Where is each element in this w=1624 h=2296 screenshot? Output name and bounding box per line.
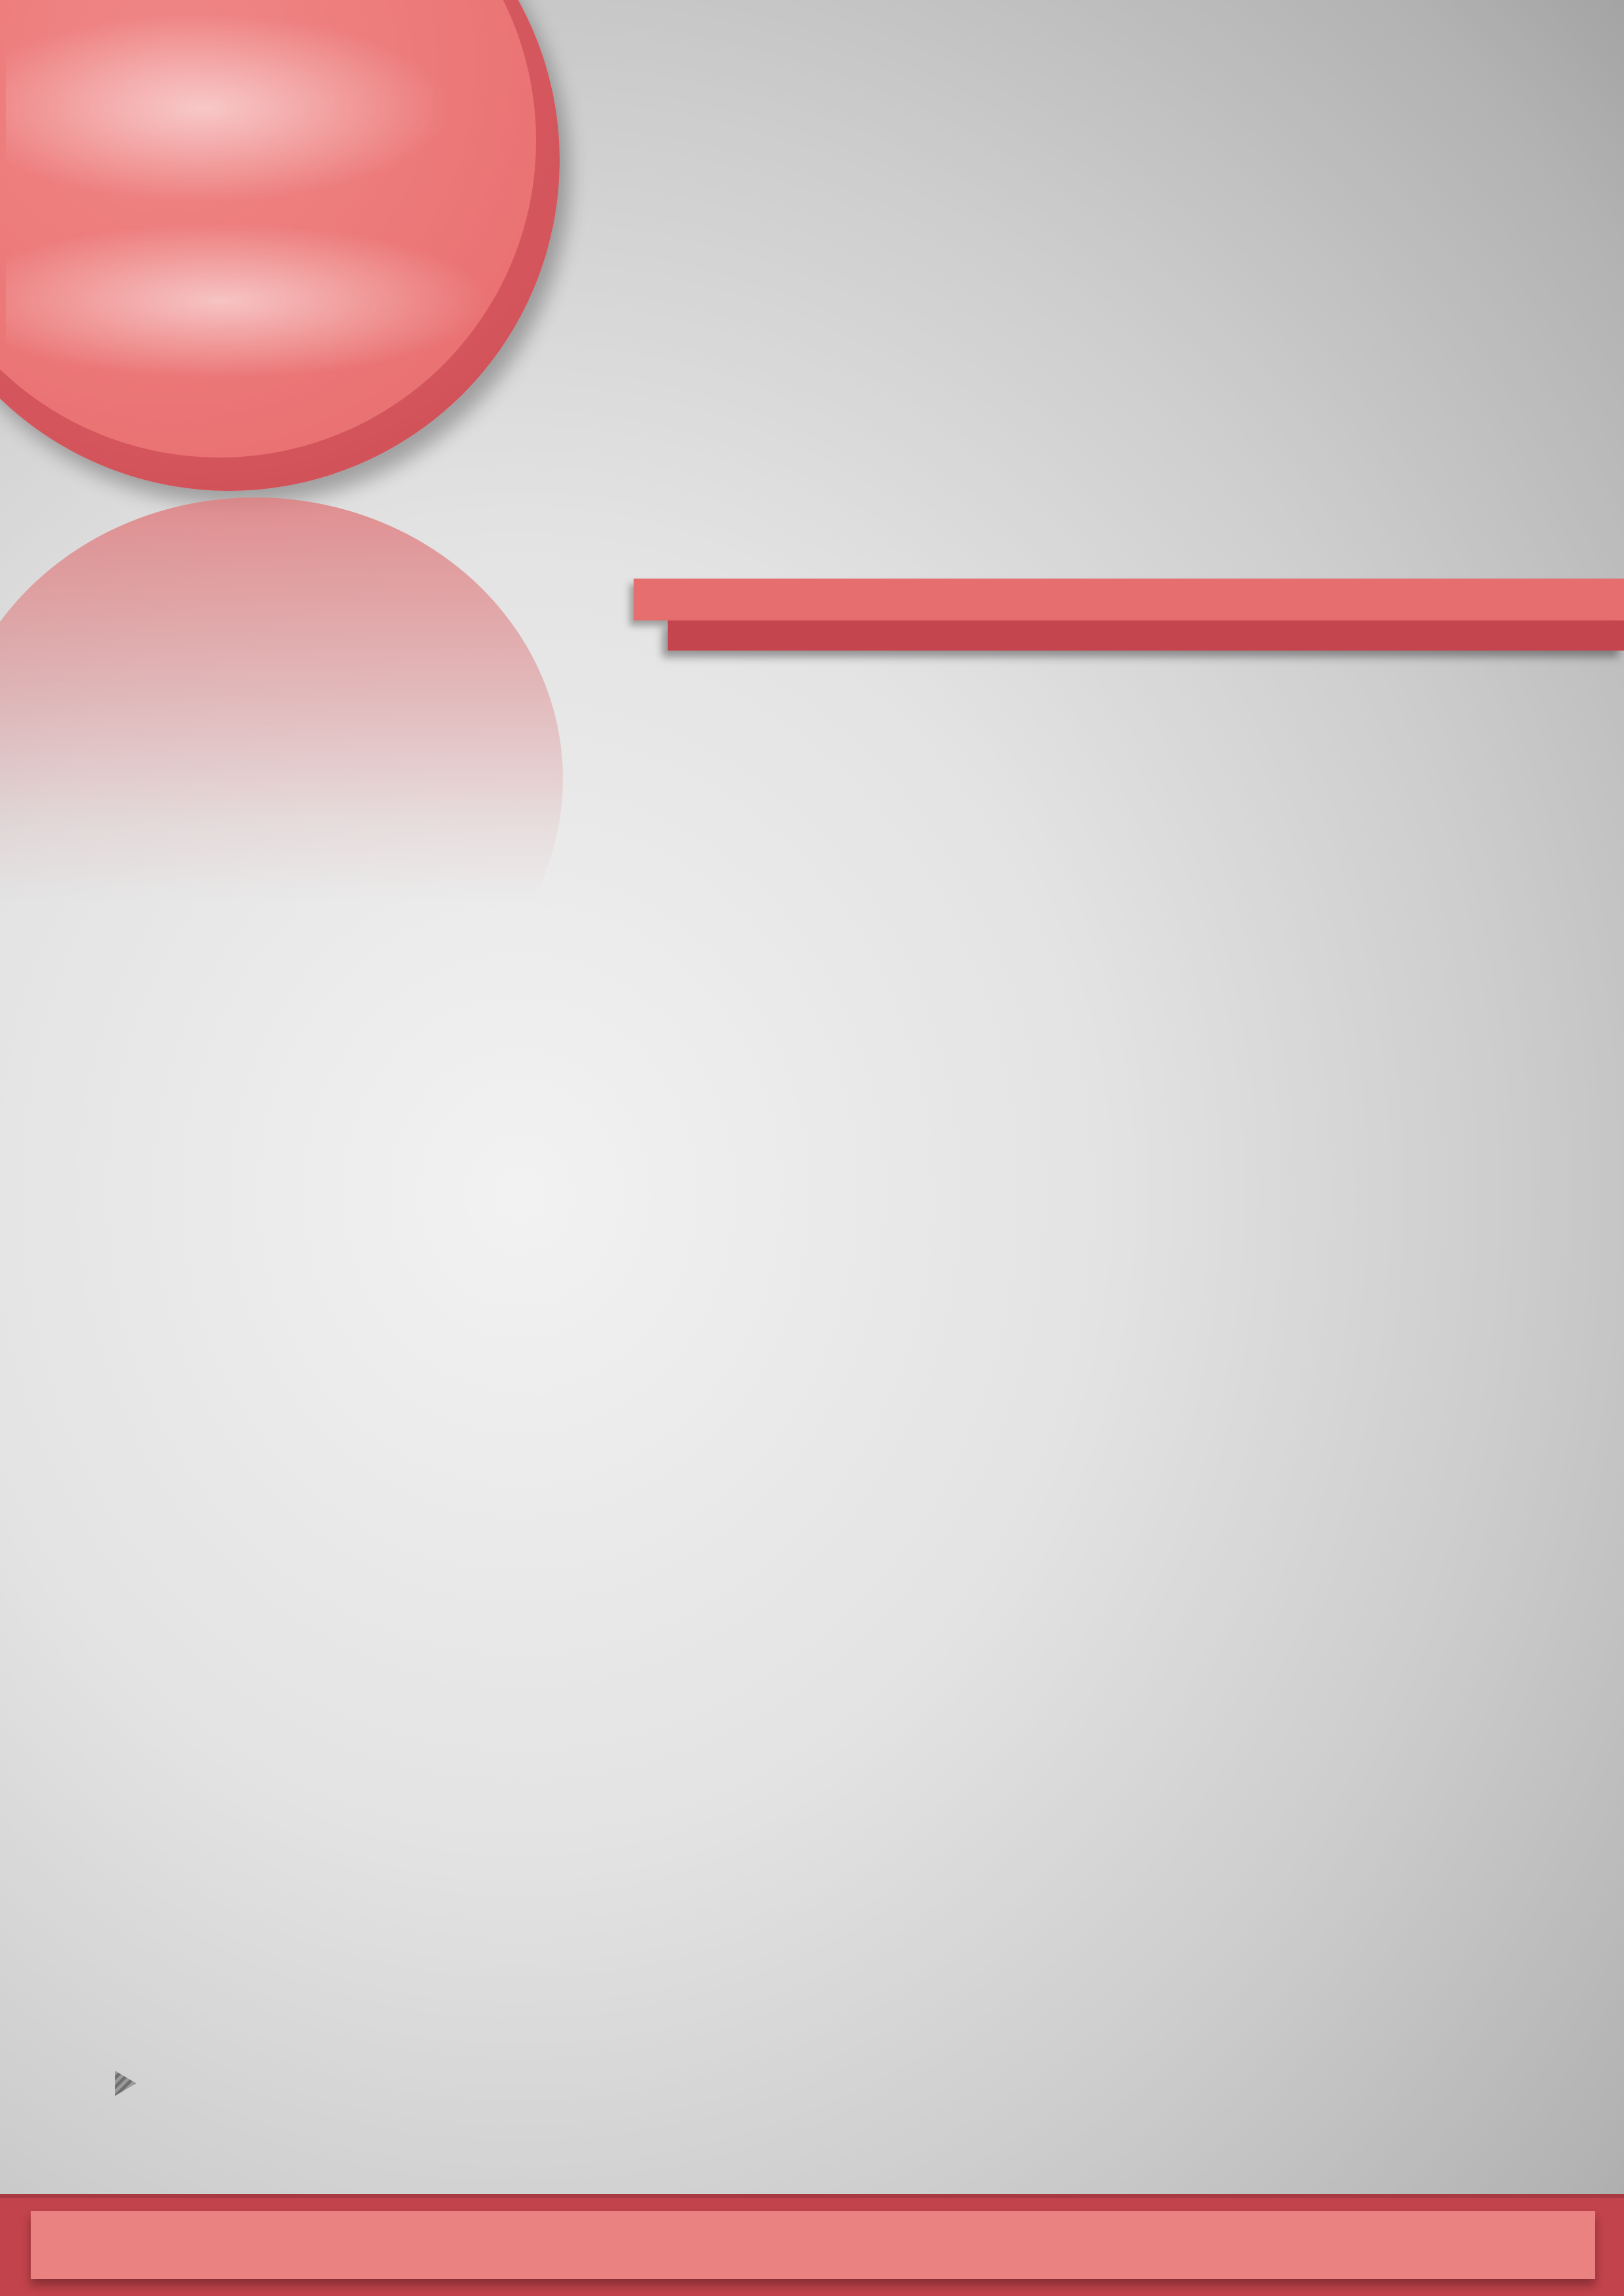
footer-bar bbox=[31, 2211, 1595, 2279]
spin-texture-figure bbox=[543, 1173, 1119, 1537]
title-line-1 bbox=[628, 26, 1558, 121]
pink-circle-reflection bbox=[0, 497, 563, 1060]
right-column bbox=[1021, 758, 1532, 796]
ibs-logo bbox=[29, 249, 461, 353]
banner-stripe-light bbox=[634, 579, 1624, 620]
workshop-dates bbox=[628, 457, 1558, 514]
subtitle bbox=[628, 378, 1558, 434]
pcs-logo bbox=[29, 39, 422, 177]
triangle-bullet-icon bbox=[115, 2071, 136, 2096]
banner-stripe-dark bbox=[668, 620, 1624, 651]
title-line-3 bbox=[628, 262, 1558, 357]
venue-item bbox=[115, 2063, 848, 2096]
title-line-2 bbox=[628, 144, 1558, 239]
